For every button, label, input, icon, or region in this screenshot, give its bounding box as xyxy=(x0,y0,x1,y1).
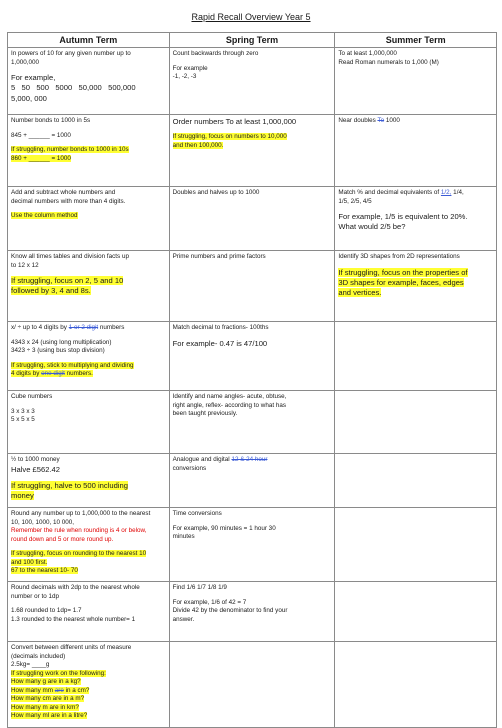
cell-text: 5 x 5 x 5 xyxy=(11,416,35,424)
cell-text: What would 2/5 be? xyxy=(338,222,406,232)
cell-text: For example, xyxy=(11,73,56,83)
strikethrough-text: To xyxy=(377,117,385,125)
highlight-text: If struggling, focus on 2, 5 and 10 xyxy=(11,276,124,286)
cell-spring xyxy=(169,582,335,642)
strikethrough-text: 12 & 24 hour xyxy=(231,456,268,464)
cell-autumn xyxy=(8,251,170,322)
cell-text: Order numbers To at least 1,000,000 xyxy=(172,117,297,127)
table-row xyxy=(8,48,497,115)
cell-text: Read Roman numerals to 1,000 (M) xyxy=(338,58,439,66)
cell-text: To at least 1,000,000 xyxy=(338,50,397,58)
cell-text: -1, -2, -3 xyxy=(172,73,197,81)
table-row xyxy=(8,187,497,251)
cell-text: 4343 x 24 (using long multiplication) xyxy=(11,338,112,346)
cell-text: number or to 1dp xyxy=(11,592,59,600)
cell-summer xyxy=(335,115,497,187)
table-row xyxy=(8,251,497,322)
cell-autumn xyxy=(8,115,170,187)
cell-summer xyxy=(335,187,497,251)
cell-spring xyxy=(169,251,335,322)
highlight-text: If struggling, focus on the properties of xyxy=(338,267,468,277)
cell-text: numbers xyxy=(98,324,125,332)
table-row xyxy=(8,391,497,454)
cell-autumn xyxy=(8,391,170,454)
cell-text: 3 x 3 x 3 xyxy=(11,407,35,415)
cell-summer xyxy=(335,251,497,322)
cell-text: conversions xyxy=(172,464,207,472)
table-row xyxy=(8,322,497,391)
highlight-text: and 100 first. xyxy=(11,558,48,566)
cell-spring xyxy=(169,322,335,391)
highlight-text: 4 digits by xyxy=(11,370,42,378)
highlight-text: How many m are in km? xyxy=(11,703,79,711)
cell-text: right angle, reflex- according to what has xyxy=(172,401,287,409)
cell-text: Doubles and halves up to 1000 xyxy=(172,189,260,197)
cell-text: For example, 1/6 of 42 = 7 xyxy=(172,598,247,606)
rule-text: Remember the rule when rounding is 4 or below, xyxy=(11,527,147,535)
cell-text: Number bonds to 1000 in 5s xyxy=(11,117,91,125)
cell-text: 1/4, xyxy=(451,189,464,197)
cell-summer xyxy=(335,508,497,582)
cell-text: For example, 1/5 is equivalent to 20%. xyxy=(338,212,468,222)
cell-text: answer. xyxy=(172,615,195,623)
table-row xyxy=(8,582,497,642)
highlight-text: If struggling, focus on numbers to 10,000 xyxy=(172,133,287,141)
strikethrough-text: 1 or 2 digit xyxy=(68,324,99,332)
cell-text: Identify and name angles- acute, obtuse, xyxy=(172,393,287,401)
header-autumn: Autumn Term xyxy=(8,33,170,48)
highlight-text: If struggling, stick to multiplying and dividing xyxy=(11,361,134,369)
cell-text: (decimals included) xyxy=(11,652,66,660)
table-row xyxy=(8,642,497,728)
cell-text: Divide 42 by the denominator to find your xyxy=(172,607,288,615)
cell-spring xyxy=(169,508,335,582)
highlight-text: and then 100,000. xyxy=(172,141,224,149)
cell-text: 5,000, 000 xyxy=(11,93,47,103)
cell-text: In powers of 10 for any given number up to xyxy=(11,50,131,58)
cell-summer xyxy=(335,454,497,508)
cell-summer xyxy=(335,322,497,391)
cell-spring xyxy=(169,115,335,187)
highlight-text: 860 + ______ = 1000 xyxy=(11,154,71,162)
cell-text: Know all times tables and division facts up xyxy=(11,253,129,261)
cell-text: For example- 0.47 is 47/100 xyxy=(172,338,268,348)
cell-text: Identify 3D shapes from 2D representations xyxy=(338,253,460,261)
highlight-text: numbers. xyxy=(64,370,93,378)
highlight-text: in a cm? xyxy=(63,686,90,694)
cell-autumn xyxy=(8,582,170,642)
highlight-text: How many cm are in a m? xyxy=(11,695,85,703)
cell-text: Convert between different units of measure xyxy=(11,644,132,652)
cell-autumn xyxy=(8,454,170,508)
underlined-text: 1/2, xyxy=(440,189,452,197)
cell-text: Analogue and digital xyxy=(172,456,232,464)
cell-text: Match decimal to fractions- 100ths xyxy=(172,324,269,332)
highlight-text: How many g are in a kg? xyxy=(11,678,81,686)
highlight-text: money xyxy=(11,491,34,501)
highlight-text: If struggling work on the following: xyxy=(11,669,106,677)
cell-text: x/ ÷ up to 4 digits by xyxy=(11,324,69,332)
cell-spring xyxy=(169,187,335,251)
strikethrough-text: are xyxy=(54,686,64,694)
cell-summer xyxy=(335,642,497,728)
cell-text: 1,000,000 xyxy=(11,58,40,66)
cell-spring xyxy=(169,48,335,115)
cell-text: 1000 xyxy=(384,117,400,125)
cell-summer xyxy=(335,48,497,115)
highlight-text: followed by 3, 4 and 8s. xyxy=(11,286,91,296)
cell-text: Find 1/6 1/7 1/8 1/9 xyxy=(172,584,227,592)
cell-text: to 12 x 12 xyxy=(11,261,39,269)
cell-text: Cube numbers xyxy=(11,393,53,401)
highlight-text: Use the column method xyxy=(11,212,78,220)
highlight-text: How many ml are in a litre? xyxy=(11,712,88,720)
cell-text: 5 50 500 5000 50,000 500,000 xyxy=(11,83,136,93)
cell-text: Time conversions xyxy=(172,510,222,518)
cell-autumn xyxy=(8,508,170,582)
cell-text: Count backwards through zero xyxy=(172,50,259,58)
cell-autumn xyxy=(8,642,170,728)
cell-text: decimal numbers with more than 4 digits. xyxy=(11,197,126,205)
table-row xyxy=(8,508,497,582)
header-spring: Spring Term xyxy=(169,33,335,48)
cell-text: 3423 ÷ 3 (using bus stop division) xyxy=(11,347,105,355)
highlight-text: If struggling, number bonds to 1000 in 10s xyxy=(11,146,129,154)
cell-text: 10, 100, 1000, 10 000, xyxy=(11,518,75,526)
highlight-text: If struggling, focus on rounding to the nearest 10 xyxy=(11,550,147,558)
cell-text: minutes xyxy=(172,533,195,541)
page-title: Rapid Recall Overview Year 5 xyxy=(191,12,311,22)
highlight-text: If struggling, halve to 500 including xyxy=(11,480,128,490)
cell-spring xyxy=(169,391,335,454)
cell-text: 2.5kg= ____g xyxy=(11,661,50,669)
cell-text: For example xyxy=(172,64,208,72)
cell-text: been taught previously. xyxy=(172,410,238,418)
cell-text: 1.68 rounded to 1dp= 1.7 xyxy=(11,607,82,615)
cell-summer xyxy=(335,391,497,454)
table-row xyxy=(8,454,497,508)
cell-text: 1.3 rounded to the nearest whole number= 1 xyxy=(11,615,136,623)
cell-text: 845 + ______ = 1000 xyxy=(11,131,71,139)
cell-text: 1/5, 2/5, 4/5 xyxy=(338,197,372,205)
strikethrough-text: one digit xyxy=(41,370,65,378)
cell-text: Round decimals with 2dp to the nearest whole xyxy=(11,584,140,592)
header-summer: Summer Term xyxy=(335,33,497,48)
cell-autumn xyxy=(8,322,170,391)
highlight-text: and vertices. xyxy=(338,288,382,298)
cell-summer xyxy=(335,582,497,642)
cell-text: Near doubles xyxy=(338,117,378,125)
cell-spring xyxy=(169,454,335,508)
overview-table xyxy=(7,32,497,728)
highlight-text: 3D shapes for example, faces, edges xyxy=(338,277,464,287)
cell-spring xyxy=(169,642,335,728)
highlight-text: How many mm xyxy=(11,686,55,694)
cell-autumn xyxy=(8,48,170,115)
cell-text: Halve £562.42 xyxy=(11,464,60,474)
cell-text: Prime numbers and prime factors xyxy=(172,253,266,261)
cell-autumn xyxy=(8,187,170,251)
cell-text: Add and subtract whole numbers and xyxy=(11,189,116,197)
cell-text: Match % and decimal equivalents of xyxy=(338,189,441,197)
cell-text: Round any number up to 1,000,000 to the nearest xyxy=(11,510,151,518)
table-row xyxy=(8,115,497,187)
highlight-text: 67 to the nearest 10- 70 xyxy=(11,567,78,575)
header-row xyxy=(8,33,497,48)
cell-text: ½ to 1000 money xyxy=(11,456,60,464)
rule-text: round down and 5 or more round up. xyxy=(11,535,114,543)
cell-text: For example, 90 minutes = 1 hour 30 xyxy=(172,524,276,532)
